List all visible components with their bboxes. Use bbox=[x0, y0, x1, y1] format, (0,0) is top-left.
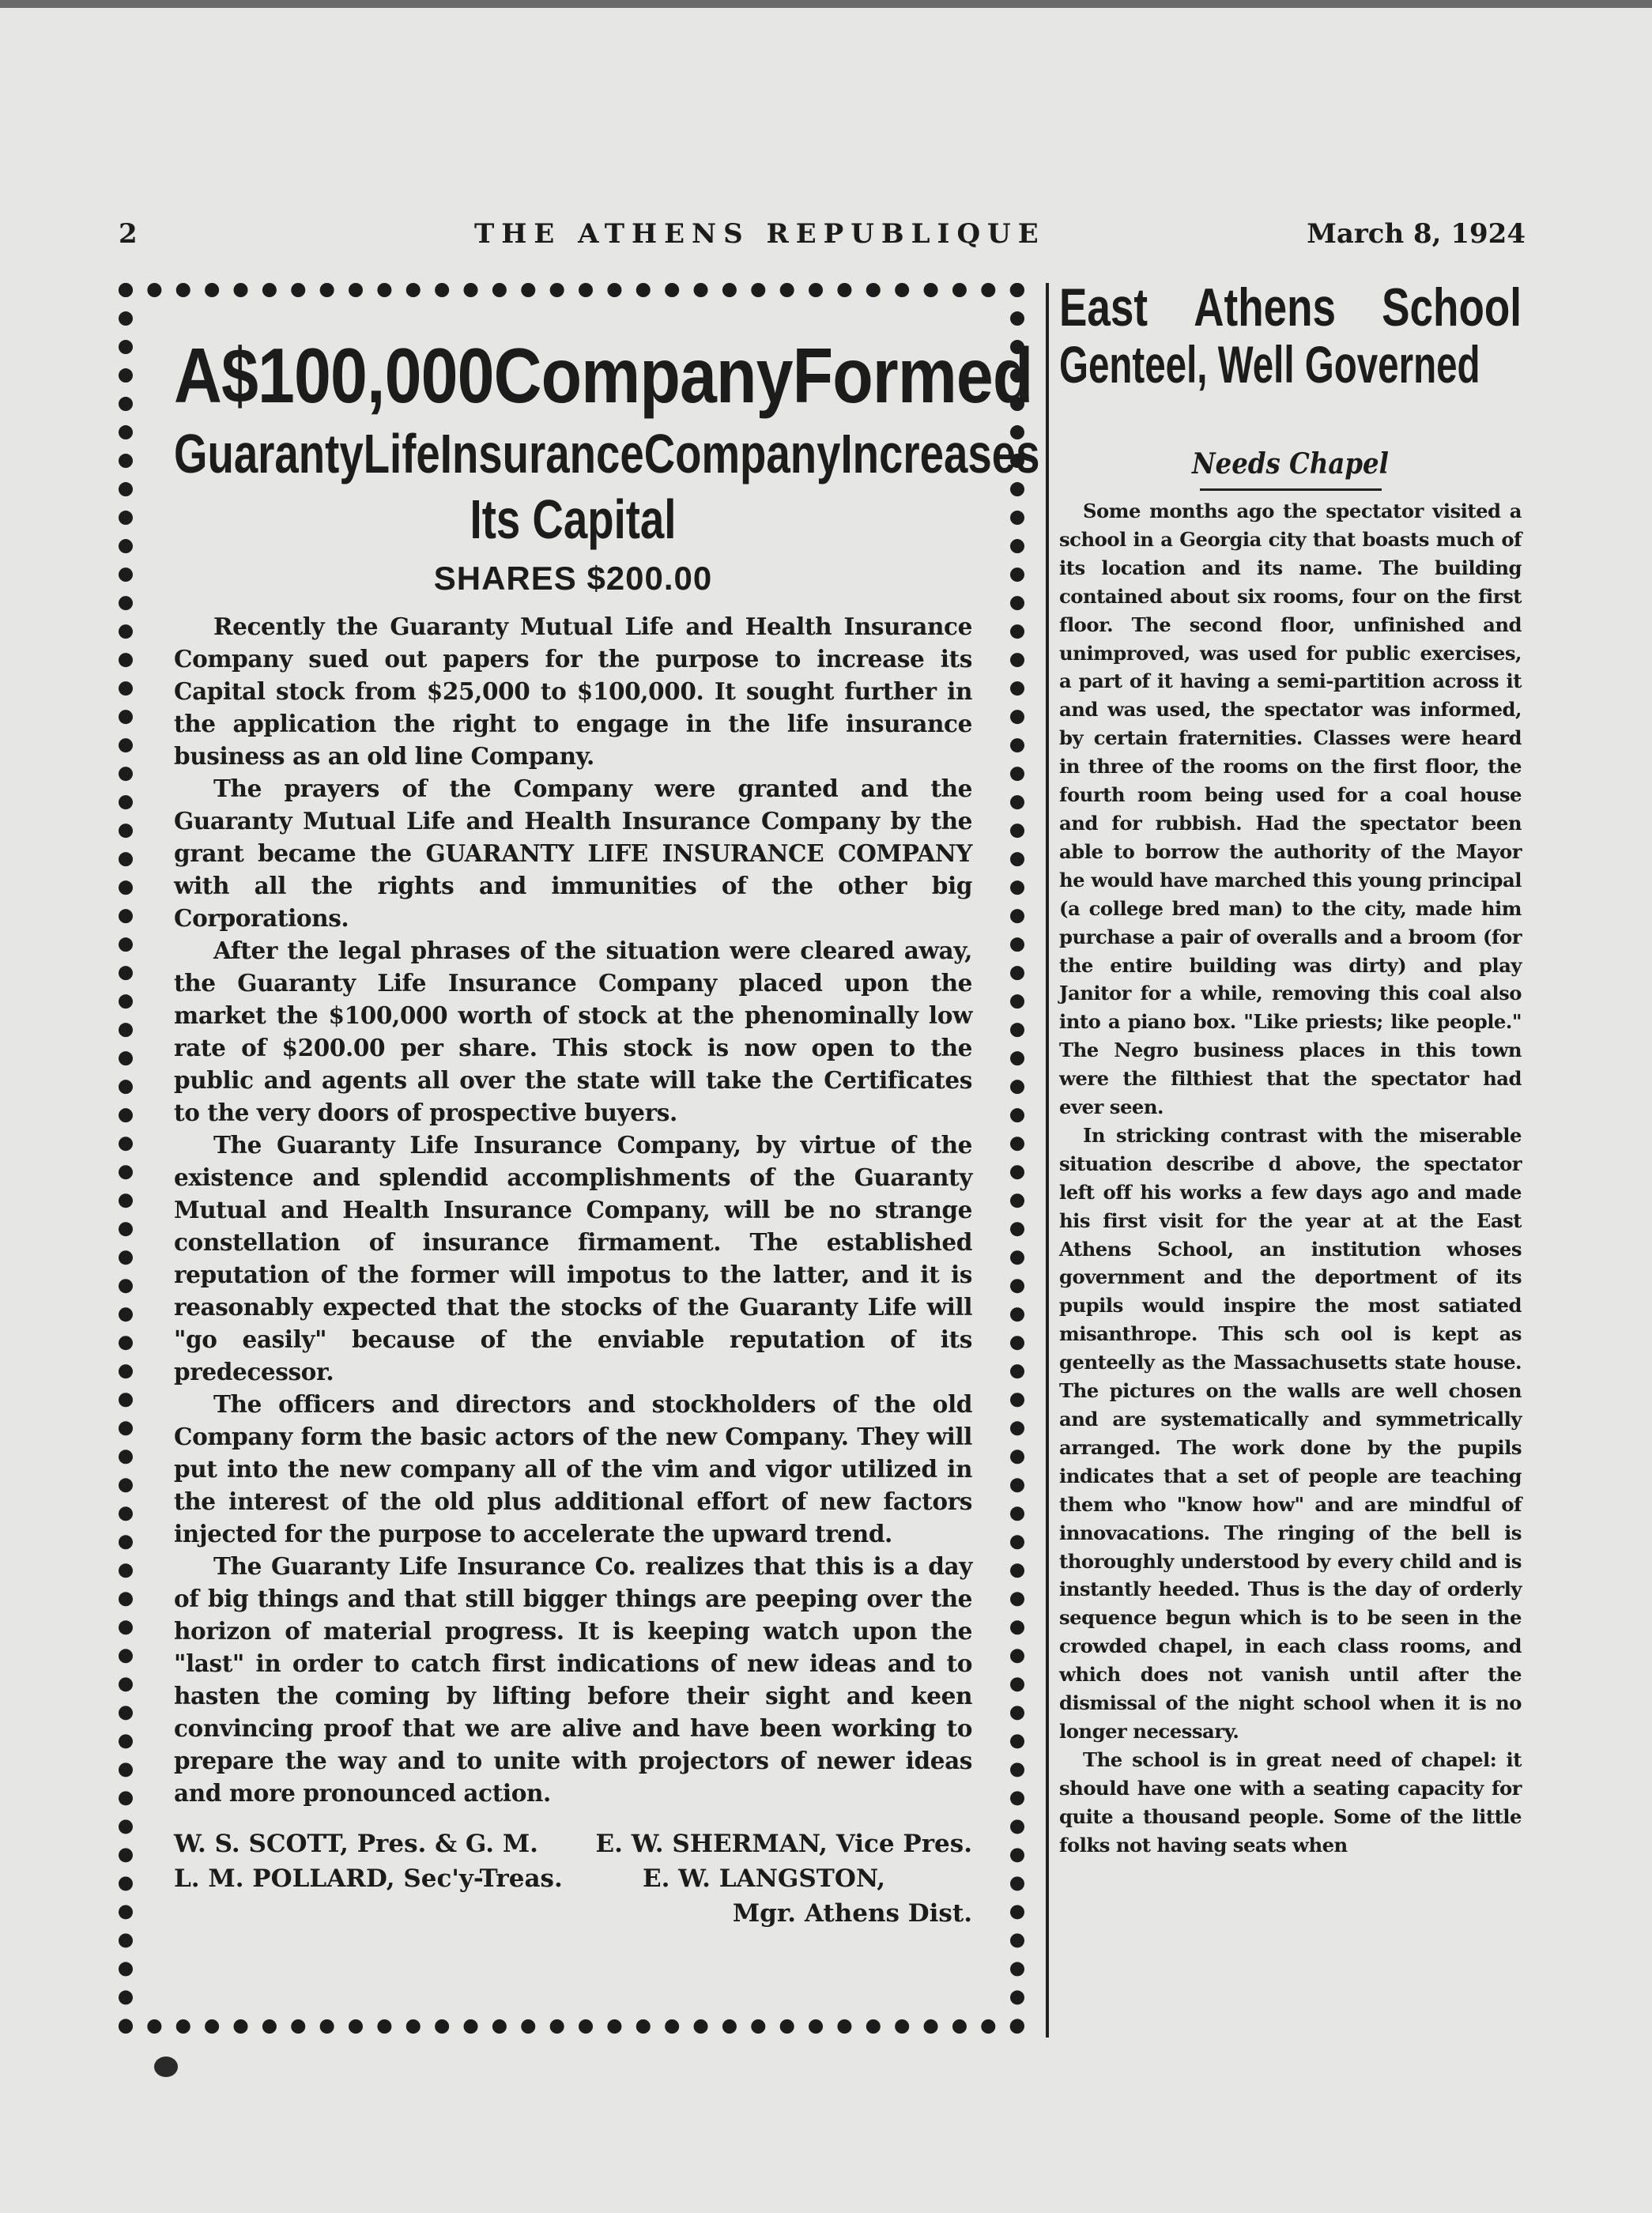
headline-word: $100,000 bbox=[221, 332, 494, 419]
page-number: 2 bbox=[119, 218, 138, 250]
advert-paragraph: The officers and directors and stockholders of the old Company form the basic actors of the new Company. They will put into the new company all of the vim and vigor utilized in the interest of the old plus additional effort of new factors injected for the purpose to accelerate the upward trend. bbox=[174, 1390, 972, 1548]
advert-paragraph: The Guaranty Life Insurance Company, by virtue of the existence and splendid accomplishments of the Guaranty Mutual and Health Insurance Company, will be no strange constellation of insurance firmament. The established reputation of the former will impotus to the latter, and it is reasonably expected that the stocks of the Guaranty Life will "go easily" because of the enviable reputation of its predecessor. bbox=[174, 1131, 972, 1385]
article-headline-word: Athens bbox=[1194, 277, 1336, 337]
advert-content bbox=[174, 332, 1040, 1931]
subhead-word: Insurance bbox=[439, 423, 644, 484]
share-price: SHARES $200.00 bbox=[433, 560, 713, 597]
article-body bbox=[1059, 497, 1522, 1860]
insurance-advert-box bbox=[119, 283, 1040, 2034]
advert-paragraph: After the legal phrases of the situation were cleared away, the Guaranty Life Insurance Company placed upon the market the $100,000 worth of stock at the phenominally low rate of $200.00 per share. This stock is now open to the public and agents all over the state will take the Certificates to the very doors of prospective buyers. bbox=[174, 937, 972, 1126]
article-subhead: Needs Chapel bbox=[1192, 447, 1389, 481]
school-article bbox=[1059, 278, 1522, 1860]
subhead-word: Life bbox=[363, 423, 440, 484]
advert-subheadline-line2: Its Capital bbox=[470, 488, 677, 550]
headline-word: Company bbox=[493, 332, 793, 419]
subhead-word: Company bbox=[643, 423, 841, 484]
article-headline bbox=[1059, 278, 1522, 337]
signatory: L. M. POLLARD, Sec'y-Treas. bbox=[174, 1864, 563, 1893]
headline-word: Formed bbox=[792, 332, 1033, 419]
column-rule bbox=[1046, 283, 1049, 2038]
article-headline-word: School bbox=[1382, 277, 1522, 337]
subhead-word: Guaranty bbox=[174, 423, 364, 484]
signatory: E. W. SHERMAN, Vice Pres. bbox=[595, 1830, 972, 1858]
advert-body bbox=[174, 610, 972, 1809]
signatory-title: Mgr. Athens Dist. bbox=[732, 1899, 972, 1928]
advert-paragraph: Recently the Guaranty Mutual Life and Health Insurance Company sued out papers for the purpose to increase its Capital stock from $25,000 to $100,000. It sought further in the application the right to engage in the life insurance business as an old line Company. bbox=[174, 613, 972, 770]
issue-date: March 8, 1924 bbox=[1307, 218, 1526, 250]
article-headline-line2: Genteel, Well Governed bbox=[1059, 335, 1480, 394]
subhead-rule bbox=[1200, 488, 1382, 491]
signatory: E. W. LANGSTON, bbox=[642, 1864, 885, 1893]
ink-blot bbox=[154, 2057, 178, 2077]
masthead bbox=[119, 218, 1526, 258]
newspaper-title: THE ATHENS REPUBLIQUE bbox=[474, 218, 1046, 250]
article-paragraph: The school is in great need of chapel: it should have one with a seating capacity for quite a thousand people. Some of the little folks not having seats when bbox=[1059, 1747, 1522, 1857]
signatories bbox=[174, 1827, 972, 1931]
subhead-word: Increases bbox=[840, 423, 1040, 484]
advert-paragraph: The Guaranty Life Insurance Co. realizes that this is a day of big things and that still bigger things are peeping over the horizon of material progress. It is keeping watch upon the "last" in order to catch first indications of new ideas and to hasten the coming by lifting before their sight and keen convincing proof that we are alive and have been working to prepare the way and to unite with projectors of newer ideas and more pronounced action. bbox=[174, 1552, 972, 1807]
headline-word: A bbox=[174, 332, 222, 419]
advert-paragraph: The prayers of the Company were granted and the Guaranty Mutual Life and Health Insurance Company by the grant became the GUARANTY LIFE INSURANCE COMPANY with all the rights and immunities of the other big Corporations. bbox=[174, 775, 972, 932]
article-paragraph: Some months ago the spectator visited a school in a Georgia city that boasts much of its location and its name. The building contained about six rooms, four on the first floor. The second floor, unfinished and unimproved, was used for public exercises, a part of it having a semi-partition across it and was used, the spectator was informed, by certain fraternities. Classes were heard in three of the rooms on the first floor, the fourth room being used for a coal house and for rubbish. Had the spectator been able to borrow the authority of the Mayor he would have marched this young principal (a college bred man) to the city, made him purchase a pair of overalls and a broom (for the entire building was dirty) and play Janitor for a while, removing this coal also into a piano box. "Like priests; like people." The Negro business places in this town were the filthiest that the spectator had ever seen. bbox=[1059, 500, 1522, 1119]
article-headline-word: East bbox=[1059, 277, 1148, 337]
advert-headline bbox=[174, 332, 1033, 419]
article-paragraph: In stricking contrast with the miserable situation describe d above, the spectator left off his works a few days ago and made his first visit for the year at at the East Athens School, an institution whoses government and the deportment of its pupils would inspire the most satiated misanthrope. This sch ool is kept as genteelly as the Massachusetts state house. The pictures on the walls are well chosen and are systematically and symmetrically arranged. The work done by the pupils indicates that a set of people are teaching them who "know how" and are mindful of innovacations. The ringing of the bell is thoroughly understood by every child and is instantly heeded. Thus is the day of orderly sequence begun which is to be seen in the crowded chapel, in each class rooms, and which does not vanish until after the dismissal of the night school when it is no longer necessary. bbox=[1059, 1123, 1522, 1743]
signatory: W. S. SCOTT, Pres. & G. M. bbox=[174, 1830, 538, 1858]
scan-top-edge bbox=[0, 0, 1652, 8]
advert-subheadline bbox=[174, 420, 1040, 487]
